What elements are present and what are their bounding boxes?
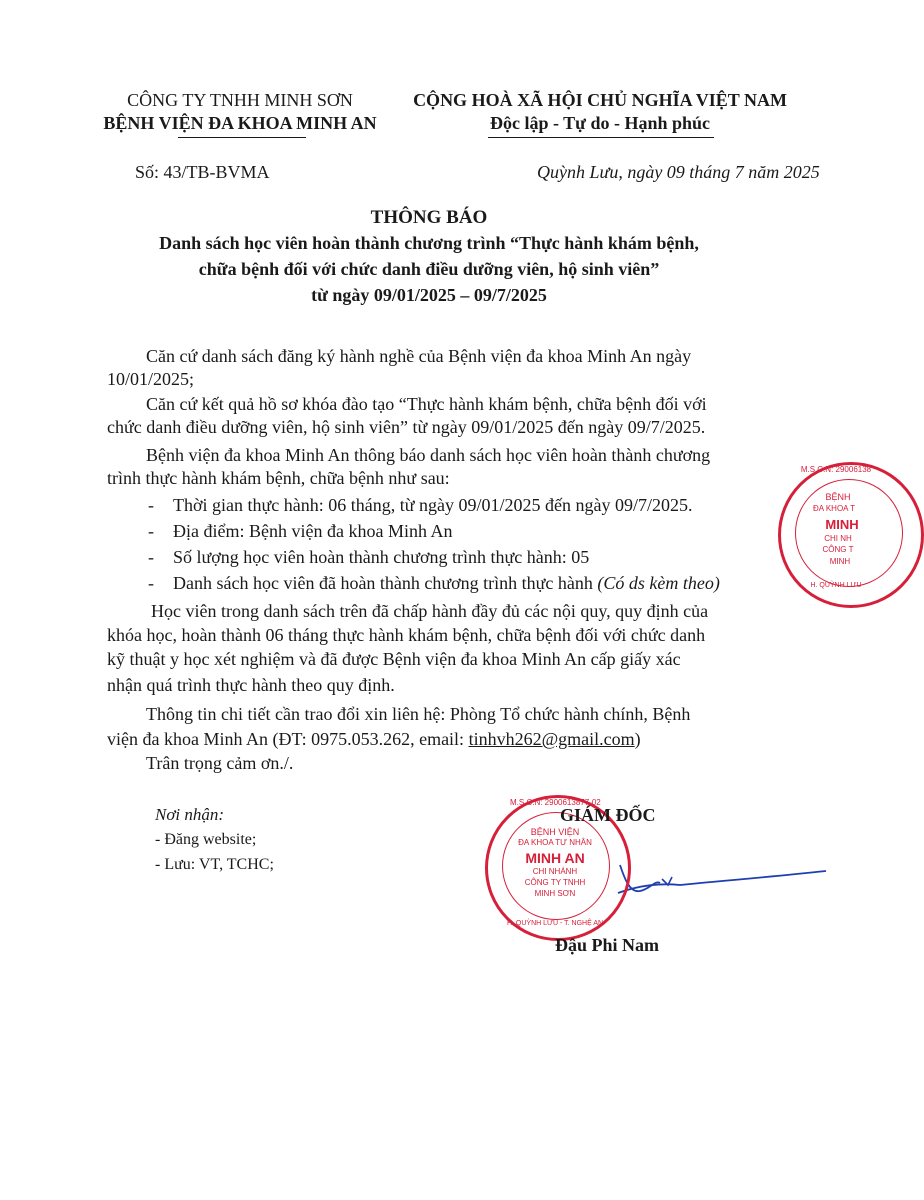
seal-line: BỆNH VIỆN <box>530 827 580 837</box>
bullet-dash: - <box>148 547 154 567</box>
seal-line: CÔNG TY TNHH <box>524 878 586 887</box>
edge-seal-line: CÔNG T <box>822 545 854 554</box>
paragraph-1-line-1: Căn cứ danh sách đăng ký hành nghề của Bệnh viện đa khoa Minh An ngày <box>146 346 692 366</box>
edge-seal-line: MINH <box>829 557 851 566</box>
seal-line: CHI NHÁNH <box>532 867 578 876</box>
bullet-item: Thời gian thực hành: 06 tháng, từ ngày 09/01/2025 đến ngày 09/7/2025. <box>173 495 693 515</box>
nation-motto: Độc lập - Tự do - Hạnh phúc <box>489 113 711 133</box>
nation-title: CỘNG HOÀ XÃ HỘI CHỦ NGHĨA VIỆT NAM <box>413 90 787 110</box>
bullet-item-text: Danh sách học viên đã hoàn thành chương trình thực hành <box>173 573 598 593</box>
bullet-dash: - <box>148 495 154 515</box>
signer-name: Đậu Phi Nam <box>555 935 660 955</box>
hospital-name: BỆNH VIỆN ĐA KHOA MINH AN <box>103 113 377 133</box>
contact-text: viện đa khoa Minh An (ĐT: 0975.053.262, email: <box>107 729 469 749</box>
seal-line: MINH AN <box>525 850 585 866</box>
signature-stroke <box>600 855 830 905</box>
header-left-underline <box>178 137 306 138</box>
company-name: CÔNG TY TNHH MINH SƠN <box>127 90 353 110</box>
paragraph-4-line-4: nhận quá trình thực hành theo quy định. <box>107 675 395 695</box>
bullet-item: Địa điểm: Bệnh viện đa khoa Minh An <box>173 521 453 541</box>
recipient-item: - Đăng website; <box>155 831 257 848</box>
notice-subtitle-line2: chữa bệnh đối với chức danh điều dưỡng viên, hộ sinh viên” <box>198 259 660 279</box>
attachment-note: (Có ds kèm theo) <box>597 573 720 593</box>
edge-seal-line: MINH <box>825 517 859 532</box>
edge-seal-line: ĐA KHOA T <box>812 504 856 513</box>
paragraph-2-line-2: chức danh điều dưỡng viên, hộ sinh viên” từ ngày 09/01/2025 đến ngày 09/7/2025. <box>107 417 706 437</box>
paragraph-3-line-2: trình thực hành khám bệnh, chữa bệnh như sau: <box>107 468 450 488</box>
recipient-item: - Lưu: VT, TCHC; <box>155 856 274 873</box>
notice-title: THÔNG BÁO <box>370 207 488 228</box>
seal-ring-bottom: H. QUỲNH LƯU - T. NGHỆ AN <box>506 920 604 927</box>
edge-seal <box>778 462 872 612</box>
seal-line: ĐA KHOA TƯ NHÂN <box>518 838 592 847</box>
seal-line: MINH SƠN <box>534 889 576 898</box>
paragraph-5-line-1: Thông tin chi tiết cần trao đổi xin liên hệ: Phòng Tổ chức hành chính, Bệnh <box>146 704 691 724</box>
bullet-item: Số lượng học viên hoàn thành chương trình thực hành: 05 <box>173 547 590 567</box>
paragraph-2-line-1: Căn cứ kết quả hồ sơ khóa đào tạo “Thực hành khám bệnh, chữa bệnh đối với <box>146 394 707 414</box>
header-right-underline <box>488 137 714 138</box>
seal-ring-top: M.S.C.N: 2900613877-02 <box>510 798 601 807</box>
bullet-dash: - <box>148 521 154 541</box>
signer-role: GIÁM ĐỐC <box>560 805 656 825</box>
place-date: Quỳnh Lưu, ngày 09 tháng 7 năm 2025 <box>537 162 820 182</box>
paragraph-4-line-2: khóa học, hoàn thành 06 tháng thực hành khám bệnh, chữa bệnh đối với chức danh <box>107 625 706 645</box>
paragraph-5-line-2 <box>107 728 641 750</box>
contact-close: ) <box>634 729 641 749</box>
edge-seal-line: BỆNH <box>825 492 851 502</box>
email-link[interactable]: tinhvh262@gmail.com <box>468 729 635 749</box>
edge-seal-ring-bottom: H. QUỲNH LƯU <box>810 582 862 589</box>
paragraph-4-line-1: Học viên trong danh sách trên đã chấp hành đầy đủ các nội quy, quy định của <box>151 601 709 621</box>
paragraph-3-line-1: Bệnh viện đa khoa Minh An thông báo danh sách học viên hoàn thành chương <box>146 445 711 465</box>
edge-seal-line: CHI NH <box>824 534 852 543</box>
closing-thanks: Trân trọng cảm ơn./. <box>146 753 294 773</box>
notice-subtitle-line1: Danh sách học viên hoàn thành chương trình “Thực hành khám bệnh, <box>159 233 699 253</box>
document-number: Số: 43/TB-BVMA <box>135 162 270 182</box>
paragraph-1-line-2: 10/01/2025; <box>107 369 195 389</box>
bullet-dash: - <box>148 573 154 593</box>
bullet-item <box>173 572 720 594</box>
paragraph-4-line-3: kỹ thuật y học xét nghiệm và đã được Bệnh viện đa khoa Minh An cấp giấy xác <box>107 649 681 669</box>
recipients-label: Nơi nhận: <box>155 805 225 824</box>
edge-seal-ring: M.S.C.N: 29006138 <box>800 465 872 474</box>
notice-subtitle-line3: từ ngày 09/01/2025 – 09/7/2025 <box>311 285 547 305</box>
